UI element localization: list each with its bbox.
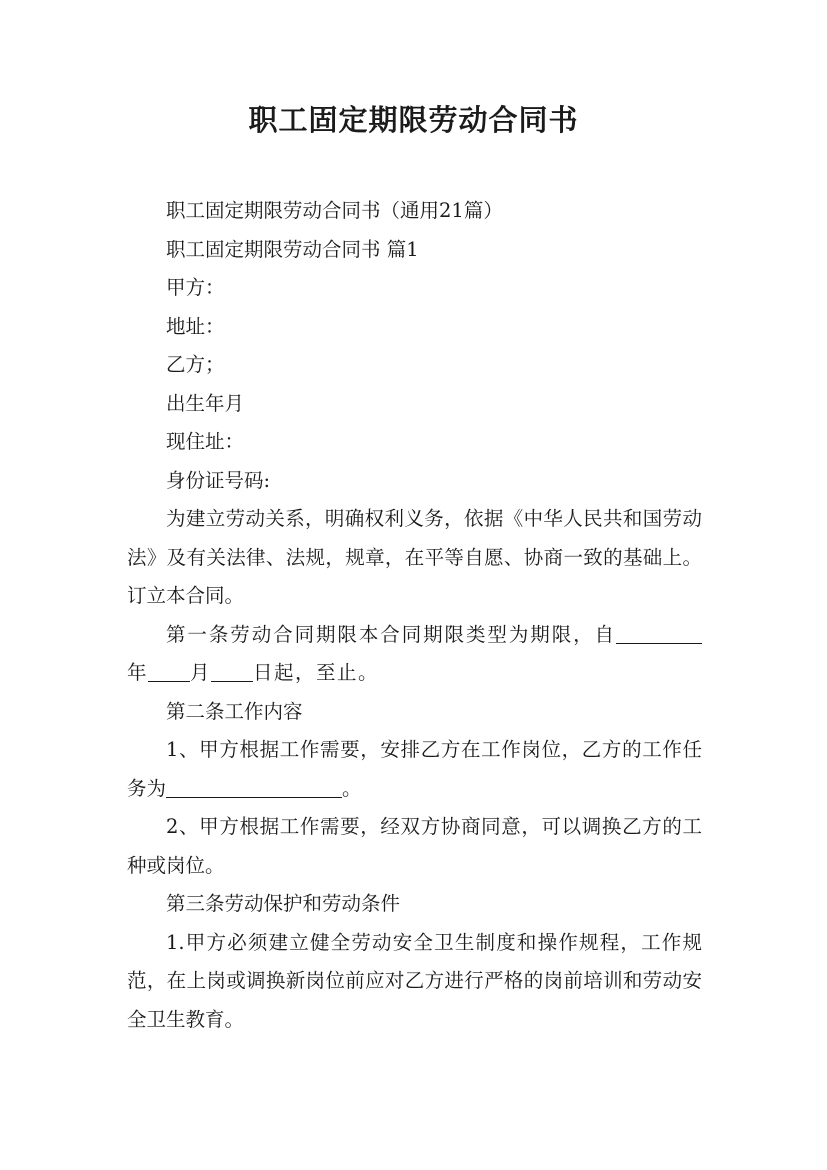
- day-tail: 日起，至止。: [253, 661, 380, 684]
- section-heading: 职工固定期限劳动合同书 篇1: [166, 237, 419, 261]
- year-blank: [616, 622, 702, 643]
- article-3-heading: 第三条劳动保护和劳动条件: [166, 892, 401, 915]
- subtitle-line: 职工固定期限劳动合同书（通用21篇）: [166, 199, 503, 222]
- article-2-heading: 第二条工作内容: [166, 699, 303, 723]
- article-2-item-1-tail: 。: [342, 776, 362, 800]
- article-2-item-1-text: 1、甲方根据工作需要，安排乙方在工作岗位，乙方的工作任务为: [127, 738, 702, 800]
- party-b-line: 乙方；: [166, 353, 225, 376]
- task-blank: [166, 776, 342, 797]
- article-1-lead: 第一条劳动合同期限本合同期限类型为期限，自: [166, 622, 616, 646]
- article-2-item-1: [127, 731, 702, 808]
- article-1-paragraph: [127, 616, 702, 693]
- preamble-paragraph: 为建立劳动关系，明确权利义务，依据《中华人民共和国劳动法》及有关法律、法规，规章，在平等自愿、协商一致的基础上。订立本合同。: [127, 507, 702, 607]
- month-blank: [148, 661, 190, 682]
- address-line: 地址：: [166, 314, 225, 338]
- document-title: 职工固定期限劳动合同书: [248, 103, 579, 137]
- birth-line: 出生年月: [166, 391, 245, 415]
- id-number-line: 身份证号码:: [166, 468, 271, 492]
- day-blank: [211, 661, 253, 682]
- year-label: 年: [127, 661, 149, 684]
- month-label: 月: [190, 661, 212, 684]
- article-2-item-2: 2、甲方根据工作需要，经双方协商同意，可以调换乙方的工种或岗位。: [127, 815, 702, 877]
- party-a-line: 甲方：: [166, 276, 225, 299]
- document-body: [127, 192, 702, 1039]
- current-address-line: 现住址：: [166, 430, 245, 453]
- article-3-item-1: 1.甲方必须建立健全劳动安全卫生制度和操作规程，工作规范，在上岗或调换新岗位前应对乙方进行严格的岗前培训和劳动安全卫生教育。: [127, 930, 702, 1031]
